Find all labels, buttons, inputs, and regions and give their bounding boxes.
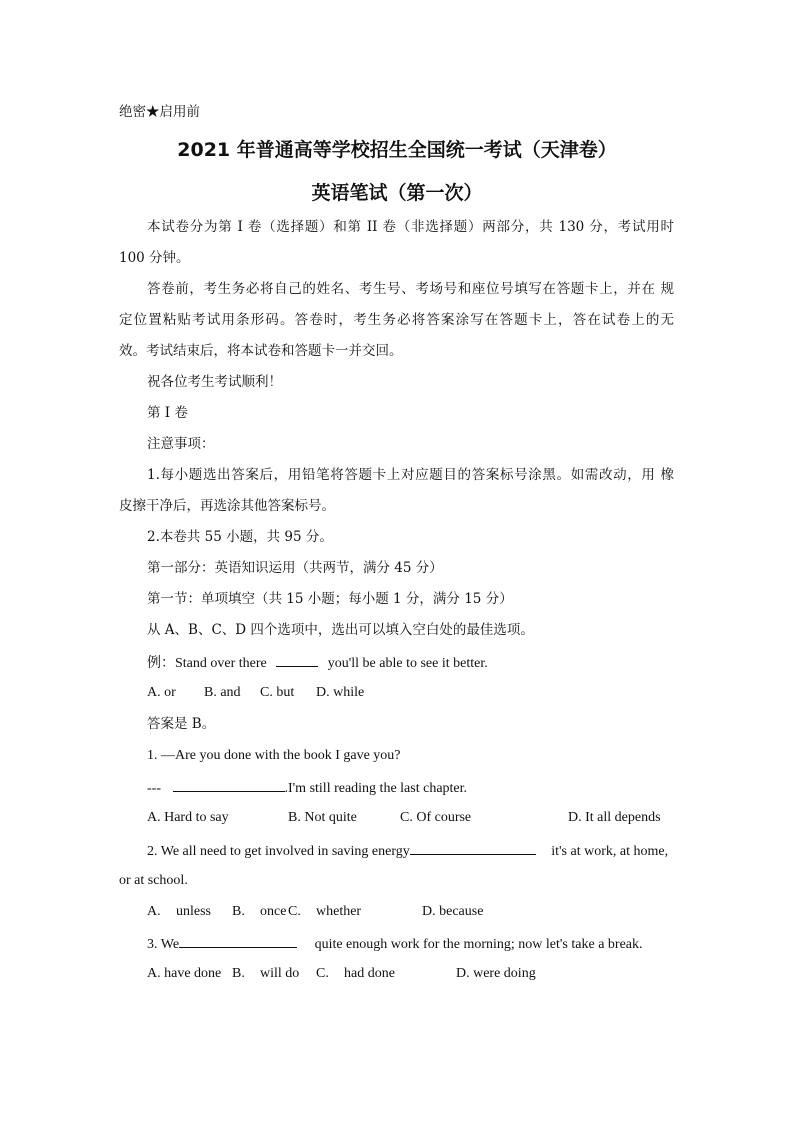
example-stem: [147, 654, 488, 672]
question-2-option-b: once: [260, 904, 287, 919]
question-1-option-d: D. It all depends: [568, 810, 661, 825]
example-stem-suffix: you'll be able to see it better.: [327, 656, 488, 671]
question-1-blank: [173, 779, 285, 792]
example-stem-prefix: 例：Stand over there: [147, 656, 267, 671]
question-2-option-c-letter: C.: [288, 904, 301, 919]
question-1-reply-suffix: .I'm still reading the last chapter.: [284, 781, 468, 796]
section-heading: 第一部分：英语知识运用（共两节，满分 45 分）: [147, 560, 443, 576]
notice-heading: 注意事项：: [147, 436, 215, 452]
question-1-option-b: B. Not quite: [288, 810, 357, 825]
example-option-b: B. and: [204, 685, 241, 700]
intro-paragraph-1-line-2: 100 分钟。: [119, 250, 190, 266]
question-2-stem: [147, 842, 668, 860]
example-option-a: A. or: [147, 685, 176, 700]
question-1-option-a: A. Hard to say: [147, 810, 229, 825]
notice-item-1-line-2: 皮擦干净后，再选涂其他答案标号。: [119, 498, 335, 514]
good-luck-line: 祝各位考生考试顺利！: [147, 374, 282, 390]
question-1-reply: [147, 779, 467, 797]
question-2-option-a-letter: A.: [147, 904, 161, 919]
question-2-stem-prefix: 2. We all need to get involved in saving energy: [147, 844, 410, 859]
question-2-option-a: unless: [176, 904, 211, 919]
question-2-option-c: whether: [316, 904, 362, 919]
question-3-option-c: had done: [344, 966, 395, 981]
instruction-line: 从 A、B、C、D 四个选项中，选出可以填入空白处的最佳选项。: [147, 622, 534, 638]
question-3-option-d: D. were doing: [456, 966, 536, 981]
intro-paragraph-2-line-2: 定位置粘贴考试用条形码。答卷时，考生务必将答案涂写在答题卡上，答在试卷上的无: [119, 312, 674, 328]
question-1-option-c: C. Of course: [400, 810, 472, 825]
question-3-option-b-letter: B.: [232, 966, 245, 981]
notice-item-1-line-1: 1.每小题选出答案后，用铅笔将答题卡上对应题目的答案标号涂黑。如需改动，用 橡: [147, 467, 674, 483]
intro-paragraph-1-line-1: 本试卷分为第 I 卷（选择题）和第 II 卷（非选择题）两部分，共 130 分，考试用时: [147, 219, 674, 235]
subsection-heading: 第一节：单项填空（共 15 小题；每小题 1 分，满分 15 分）: [147, 591, 513, 607]
question-3-stem-prefix: 3. We: [147, 937, 180, 952]
question-2-stem-suffix: it's at work, at home,: [551, 844, 669, 859]
example-option-c: C. but: [260, 685, 295, 700]
exam-subtitle: 英语笔试（第一次）: [311, 182, 483, 204]
part-label: 第 I 卷: [147, 405, 188, 421]
question-3-option-b: will do: [260, 966, 300, 981]
question-3-stem: [147, 935, 643, 953]
question-1-stem: 1. —Are you done with the book I gave you?: [147, 748, 401, 763]
question-3-option-a: A. have done: [147, 966, 222, 981]
question-3-option-c-letter: C.: [316, 966, 329, 981]
exam-title: 2021 年普通高等学校招生全国统一考试（天津卷）: [177, 139, 617, 161]
question-2-option-b-letter: B.: [232, 904, 245, 919]
notice-item-2: 2.本卷共 55 小题，共 95 分。: [147, 529, 333, 545]
example-blank: [276, 654, 318, 667]
question-3-stem-suffix: quite enough work for the morning; now let's take a break.: [314, 937, 643, 952]
question-1-reply-prefix: ---: [147, 781, 161, 796]
question-2-blank: [410, 842, 536, 855]
example-answer: 答案是 B。: [147, 716, 216, 732]
question-2-stem-continued: or at school.: [119, 873, 188, 888]
question-3-blank: [179, 935, 297, 948]
intro-paragraph-2-line-3: 效。考试结束后，将本试卷和答题卡一并交回。: [119, 343, 403, 359]
intro-paragraph-2-line-1: 答卷前，考生务必将自己的姓名、考生号、考场号和座位号填写在答题卡上，并在 规: [147, 281, 674, 297]
question-2-option-d: D. because: [422, 904, 484, 919]
confidential-mark: 绝密★启用前: [119, 104, 200, 120]
example-option-d: D. while: [316, 685, 365, 700]
